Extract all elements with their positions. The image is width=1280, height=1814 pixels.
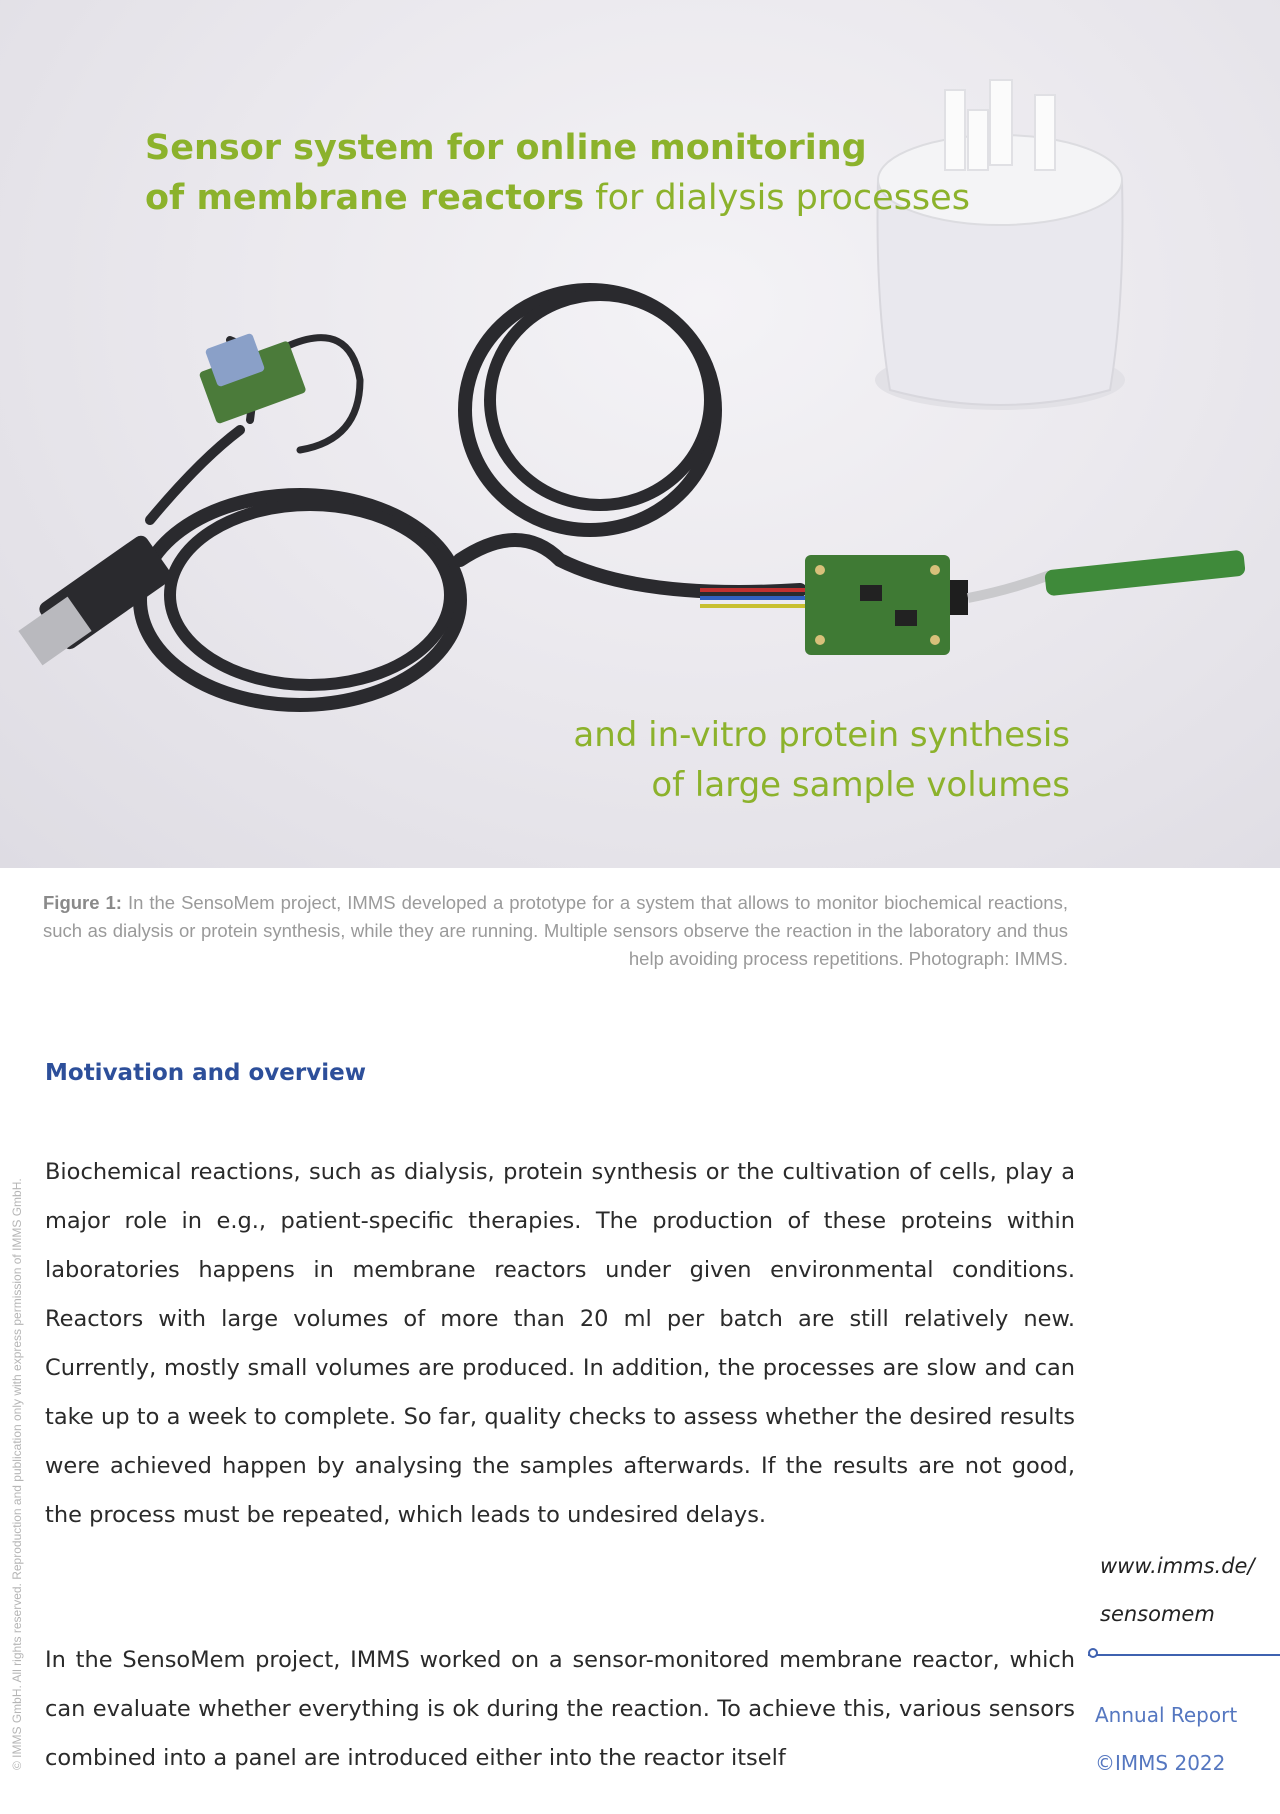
headline-bottom-line-2: of large sample volumes bbox=[651, 765, 1070, 805]
side-divider-dot bbox=[1088, 1648, 1098, 1658]
annual-report-label bbox=[1095, 1691, 1237, 1787]
copyright-notice: © IMMS GmbH. All rights reserved. Reproduction and publication only with express permission of IMMS GmbH. bbox=[10, 1178, 24, 1770]
body-paragraph-2: In the SensoMem project, IMMS worked on a sensor-monitored membrane reactor, which can evaluate whether everything is ok during the reaction. To achieve this, various sensors combined into a panel are introduced either into the reactor itself bbox=[45, 1647, 1075, 1771]
annual-report-title: Annual Report bbox=[1095, 1703, 1238, 1727]
headline-bottom-line-1: and in-vitro protein synthesis bbox=[573, 715, 1070, 755]
annual-report-copyright: ©IMMS 2022 bbox=[1095, 1751, 1226, 1775]
figure-caption-text: In the SensoMem project, IMMS developed a prototype for a system that allows to monitor biochemical reactions, such as dialysis or protein synthesis, while they are running. Multiple sensors observe the reaction in the laboratory and thus help avoiding process repetitions. Photograph: IMMS. bbox=[43, 892, 1068, 969]
section-heading: Motivation and overview bbox=[45, 1060, 366, 1086]
headline-bottom bbox=[560, 710, 1070, 810]
side-divider bbox=[1088, 1654, 1280, 1656]
headline-top-bold-2: of membrane reactors bbox=[145, 178, 585, 218]
project-link-line-1[interactable]: www.imms.de/ bbox=[1100, 1554, 1255, 1578]
main-pcb-illustration bbox=[700, 550, 1246, 655]
project-link[interactable] bbox=[1100, 1542, 1275, 1638]
hero-photograph bbox=[0, 0, 1280, 868]
headline-top-bold-1: Sensor system for online monitoring bbox=[145, 128, 867, 168]
project-link-line-2[interactable]: sensomem bbox=[1100, 1602, 1215, 1626]
figure-label: Figure 1: bbox=[43, 892, 122, 913]
headline-top bbox=[145, 123, 970, 223]
headline-top-light: for dialysis processes bbox=[584, 178, 970, 218]
figure-caption bbox=[43, 889, 1068, 973]
body-paragraph-1: Biochemical reactions, such as dialysis, protein synthesis or the cultivation of cells, play a major role in e.g., patient-specific therapies. The production of these proteins within laboratories happens in membrane reactors under given environmental conditions. Reactors with large volumes of more than 20 ml per batch are still relatively new. Currently, mostly small volumes are produced. In addition, the processes are slow and can take up to a week to complete. So far, quality checks to assess whether the desired results were achieved happen by analysing the samples afterwards. If the results are not good, the process must be repeated, which leads to undesired delays. bbox=[45, 1159, 1075, 1528]
